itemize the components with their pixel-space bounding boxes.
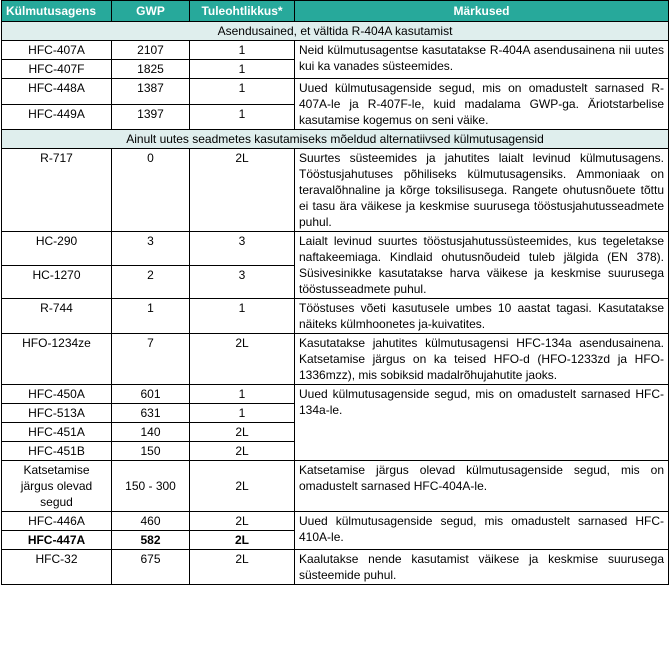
remarks-cell: Uued külmutusagenside segud, mis omadustelt sarnased HFC-410A-le.	[295, 512, 669, 550]
gwp-value: 460	[112, 512, 190, 531]
header-refrigerant: Külmutusagens	[2, 1, 112, 22]
remarks-cell: Tööstuses võeti kasutusele umbes 10 aastat tagasi. Kasutatakse näiteks külmhoonetes ja-kuivatites.	[295, 299, 669, 334]
gwp-value: 631	[112, 404, 190, 423]
header-flammability: Tuleohtlikkus*	[190, 1, 295, 22]
remarks-cell: Suurtes süsteemides ja jahutites laialt levinud külmutusagens. Tööstusjahutuses põhiliseks külmutusagensiks. Ammoniaak on teravalõhnaline ja kõrge toksilisusega. Rangete ohutusnõuete tõttu ei tasu ära väikese ja keskmise suurusega tööstusjahutusseadmete puhul.	[295, 149, 669, 232]
gwp-value: 7	[112, 334, 190, 385]
table-row	[2, 550, 669, 585]
table-row	[2, 149, 669, 232]
flammability-class: 2L	[190, 550, 295, 585]
gwp-value: 1	[112, 299, 190, 334]
flammability-class: 2L	[190, 512, 295, 531]
flammability-class: 2L	[190, 423, 295, 442]
refrigerant-name: HFC-513A	[2, 404, 112, 423]
gwp-value: 140	[112, 423, 190, 442]
table-row	[2, 79, 669, 105]
remarks-cell: Uued külmutusagenside segud, mis on omadustelt sarnased R-407A-le ja R-407F-le, kuid madalama GWP-ga. Äriotstarbelise kasutamise kogemus on seni väike.	[295, 79, 669, 130]
flammability-class: 1	[190, 299, 295, 334]
gwp-value: 150	[112, 442, 190, 461]
refrigerant-name: R-717	[2, 149, 112, 232]
flammability-class: 1	[190, 41, 295, 60]
refrigerant-name: HFC-450A	[2, 385, 112, 404]
section-heading: Ainult uutes seadmetes kasutamiseks mõeldud alternatiivsed külmutusagensid	[2, 130, 669, 149]
remarks-cell: Kasutatakse jahutites külmutusagensi HFC-134a asendusainena. Katsetamise järgus on ka teised HFO-d (HFO-1233zd ja HFO-1336mzz), mis sobiksid madalrõhujahutite jaoks.	[295, 334, 669, 385]
section-heading: Asendusained, et vältida R-404A kasutamist	[2, 22, 669, 41]
remarks-cell: Neid külmutusagentse kasutatakse R-404A asendusainena nii uutes kui ka vanades süsteemides.	[295, 41, 669, 79]
flammability-class: 1	[190, 385, 295, 404]
table-row	[2, 385, 669, 404]
refrigerant-name: HC-1270	[2, 265, 112, 299]
remarks-cell: Uued külmutusagenside segud, mis on omadustelt sarnased HFC-134a-le.	[295, 385, 669, 461]
flammability-class: 2L	[190, 531, 295, 550]
remarks-cell: Kaalutakse nende kasutamist väikese ja keskmise suurusega süsteemide puhul.	[295, 550, 669, 585]
table-row	[2, 299, 669, 334]
table-row	[2, 41, 669, 60]
flammability-class: 1	[190, 79, 295, 105]
refrigerant-name: HC-290	[2, 232, 112, 266]
section-row	[2, 22, 669, 41]
table-row	[2, 232, 669, 266]
flammability-class: 1	[190, 404, 295, 423]
refrigerant-name: HFC-451B	[2, 442, 112, 461]
refrigerant-name: HFC-447A	[2, 531, 112, 550]
refrigerant-name: R-744	[2, 299, 112, 334]
gwp-value: 3	[112, 232, 190, 266]
flammability-class: 2L	[190, 334, 295, 385]
refrigerant-name: HFC-446A	[2, 512, 112, 531]
gwp-value: 675	[112, 550, 190, 585]
remarks-cell: Katsetamise järgus olevad külmutusagenside segud, mis on omadustelt sarnased HFC-404A-le.	[295, 461, 669, 512]
refrigerant-name: HFO-1234ze	[2, 334, 112, 385]
gwp-value: 1387	[112, 79, 190, 105]
header-gwp: GWP	[112, 1, 190, 22]
table-row	[2, 334, 669, 385]
section-row	[2, 130, 669, 149]
gwp-value: 1825	[112, 60, 190, 79]
flammability-class: 2L	[190, 149, 295, 232]
refrigerant-name: HFC-448A	[2, 79, 112, 105]
header-remarks: Märkused	[295, 1, 669, 22]
flammability-class: 1	[190, 60, 295, 79]
flammability-class: 3	[190, 265, 295, 299]
gwp-value: 1397	[112, 104, 190, 130]
flammability-class: 2L	[190, 461, 295, 512]
gwp-value: 2107	[112, 41, 190, 60]
header-row	[2, 1, 669, 22]
remarks-cell: Laialt levinud suurtes tööstusjahutussüsteemides, kus tegeletakse naftakeemiaga. Kindlaid ohutusnõudeid tuleb jälgida (EN 378). Süsivesinikke kasutatakse harva väikese ja keskmise suurusega tööstusseadmete puhul.	[295, 232, 669, 299]
refrigerant-name: HFC-407F	[2, 60, 112, 79]
refrigerant-name: Katsetamise järgus olevad segud	[2, 461, 112, 512]
refrigerant-table	[1, 0, 669, 585]
flammability-class: 3	[190, 232, 295, 266]
flammability-class: 2L	[190, 442, 295, 461]
refrigerant-name: HFC-451A	[2, 423, 112, 442]
gwp-value: 2	[112, 265, 190, 299]
flammability-class: 1	[190, 104, 295, 130]
table-row	[2, 512, 669, 531]
gwp-value: 150 - 300	[112, 461, 190, 512]
refrigerant-name: HFC-32	[2, 550, 112, 585]
gwp-value: 0	[112, 149, 190, 232]
refrigerant-name: HFC-407A	[2, 41, 112, 60]
gwp-value: 582	[112, 531, 190, 550]
refrigerant-name: HFC-449A	[2, 104, 112, 130]
table-row	[2, 461, 669, 512]
gwp-value: 601	[112, 385, 190, 404]
